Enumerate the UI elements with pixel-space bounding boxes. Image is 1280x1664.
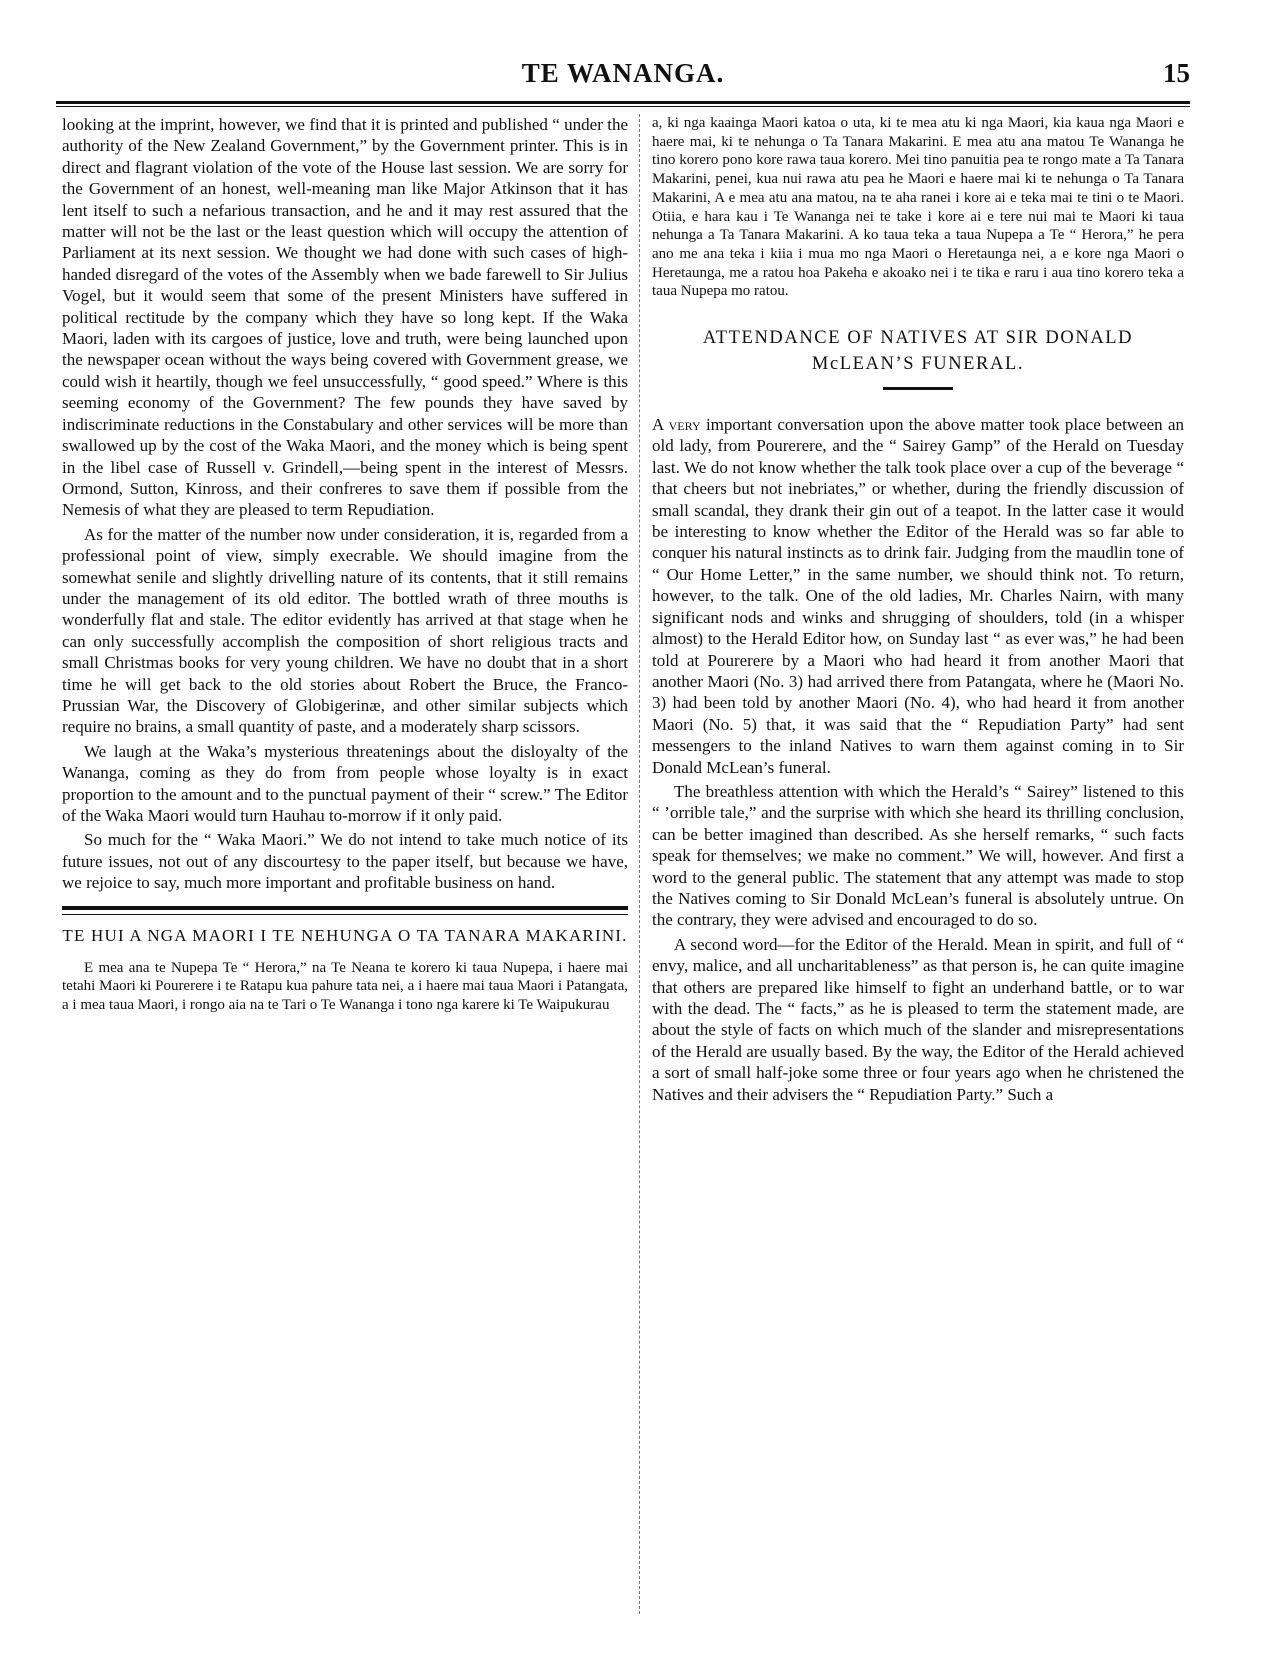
article-paragraph: looking at the imprint, however, we find that it is printed and published “ under the authority of the New Zealand Government,” by the Government printer. This is in direct and flagrant violation of the vote of the House last session. We are sorry for the Government of an honest, well-meaning man like Major Atkinson that it has lent itself to such a nefarious transaction, and he and it may rest assured that the matter will not be the last or the least question which will occupy the attention of Parliament at its next session. We thought we had done with such cases of high-handed disregard of the votes of the Assembly when we bade farewell to Sir Julius Vogel, but it would seem that some of the present Ministers have suffered in political rectitude by the company which they have so long kept. If the Waka Maori, laden with its cargoes of justice, love and truth, were being launched upon the newspaper ocean without the ways being covered with Government grease, we could wish it heartily, though we feel unsuccessfully, “ good speed.” Where is this seeming economy of the Government? The few pounds they have saved by indiscriminate reductions in the Constabulary and other services will be more than swallowed up by the cost of the Waka Maori, and the money which is being spent in the libel case of Russell v. Grindell,—being spent in the interest of Messrs. Ormond, Sutton, Kinross, and their confreres to save them if possible from the Nemesis of what they are pleased to term Repudiation. — [62, 115, 628, 520]
article-paragraph-text: important conversation upon the above matter took place between an old lady, from Pourerere, and the “ Sairey Gamp” of the Herald on Tuesday last. We do not know whether the talk took place over a cup of the beverage “ that cheers but not inebriates,” or whether, during the friendly discussion of small scandal, they drank their gin out of a teapot. In the latter case it would be interesting to know whether the Editor of the Herald was so far able to conquer his natural instincts as to drink fair. Judging from the maudlin tone of “ Our Home Letter,” in the same number, we should think not. To return, however, to the talk. One of the old ladies, Mr. Charles Nairn, with many significant nods and winks and shrugging of shoulders, told (in a whisper almost) to the Herald Editor how, on Sunday last “ as ever was,” he had been told at Pourerere by a Maori who had heard it from another Maori that another Maori (No. 3) had arrived there from Patangata, where he (Maori No. 3) had been told by another Maori (No. 4), who had heard it from another Maori (No. 5) that, it was said that the “ Repudiation Party” had sent messengers to the inland Natives to warn them against coming in to Sir Donald McLean’s funeral. — [652, 415, 1184, 777]
masthead — [56, 58, 1190, 92]
maori-article-continuation: a, ki nga kaainga Maori katoa o uta, ki te mea atu ki nga Maori, kia kaua nga Maori e haere mai, ki te nehunga o Ta Tanara Makarini. E mea atu ana matou Te Wananga he tino korero pono kore rawa taua korero. Mei tino panuitia pea te rongo mate a Ta Tanara Makarini, penei, kua nui rawa atu pea he Maori e haere mai ki te nehunga o Ta Tanara Makarini, A e mea atu ana matou, na te aha ranei i kore ai e teka mai te tini o te Maori. Otiia, e hara kau i Te Wananga nei te take i kore ai e tere nui mai te Maori ki taua nehunga a Ta Tanara Makarini. A ko taua teka a taua Nupepa a Te “ Herora,” he pera ano me ana teka i kiia i mua mo nga Maori o Heretaunga nei, a e kore nga Maori o Heretaunga, me a ratou hoa Pakeha e akoako nei i te tika e raru i aua tino korero teka a taua Nupepa mo ratou. — [652, 115, 1184, 300]
article-paragraph — [652, 414, 1184, 778]
section-separator — [62, 906, 628, 910]
section-separator-thin — [62, 914, 628, 915]
lead-word: A very — [652, 415, 701, 435]
article-paragraph: The breathless attention with which the Herald’s “ Sairey” listened to this “ ’orrible tale,” and the surprise with which she heard its thrilling conclusion, can be better imagined than described. As she herself remarks, “ such facts speak for themselves; we make no comment.” We will, however. And first a word to the general public. The statement that any attempt was made to stop the Natives coming to Sir Donald McLean’s funeral is absolutely untrue. On the contrary, they were advised and encouraged to do so. — [652, 781, 1184, 930]
maori-article-paragraph: E mea ana te Nupepa Te “ Herora,” na Te Neana te korero ki taua Nupepa, i haere mai tetahi Maori ki Pourerere i te Ratapu kua pahure tata nei, a i haere mai taua Maori i Patangata, a i mea taua Maori, i rongo aia na te Tari o Te Wananga i tono nga karere ki Te Waipukurau — [62, 959, 628, 1014]
maori-article-heading: TE HUI A NGA MAORI I TE NEHUNGA O TA TANARA MAKARINI. — [62, 925, 628, 945]
article-paragraph: So much for the “ Waka Maori.” We do not intend to take much notice of its future issues, not out of any discourtesy to the paper itself, but because we have, we rejoice to say, much more important and profitable business on hand. — [62, 830, 628, 893]
right-column — [652, 114, 1184, 1626]
article-paragraph: We laugh at the Waka’s mysterious threatenings about the disloyalty of the Wananga, coming as they do from from people whose loyalty is in exact proportion to the amount and to the punctual payment of their “ screw.” The Editor of the Waka Maori would turn Hauhau to-morrow if it only paid. — [62, 741, 628, 825]
article-paragraph: As for the matter of the number now under consideration, it is, regarded from a professional point of view, simply execrable. We should imagine from the somewhat senile and slightly drivelling nature of its contents, that it still remains under the management of its old editor. The bottled wrath of three mouths is wonderfully flat and stale. The editor evidently has arrived at that stage when he can only successfully accomplish the composition of short religious tracts and small Christmas books for very young children. We have no doubt that in a short time he will get back to the old stories about Robert the Bruce, the Franco-Prussian War, the Discovery of Globigerinæ, and other similar subjects which require no brains, a small quantity of paste, and a moderately sharp scissors. — [62, 524, 628, 737]
masthead-rule — [56, 101, 1190, 107]
funeral-article-heading: ATTENDANCE OF NATIVES AT SIR DONALD McLEAN’S FUNERAL. — [702, 328, 1134, 375]
left-column — [62, 114, 628, 1626]
heading-rule — [883, 387, 953, 390]
page-number: 15 — [1163, 58, 1190, 88]
article-paragraph: A second word—for the Editor of the Herald. Mean in spirit, and full of “ envy, malice, and all uncharitableness” as that person is, he can quite imagine that others are prepared like himself to fight an underhand battle, or to war with the dead. The “ facts,” as he is pleased to term the statement made, are about the style of facts on which much of the slander and misrepresentations of the Herald are usually based. By the way, the Editor of the Herald achieved a sort of small half-joke some three or four years ago when he christened the Natives and their advisers the “ Repudiation Party.” Such a — [652, 934, 1184, 1104]
column-divider — [639, 114, 640, 1614]
newspaper-title: TE WANANGA. — [521, 58, 725, 88]
